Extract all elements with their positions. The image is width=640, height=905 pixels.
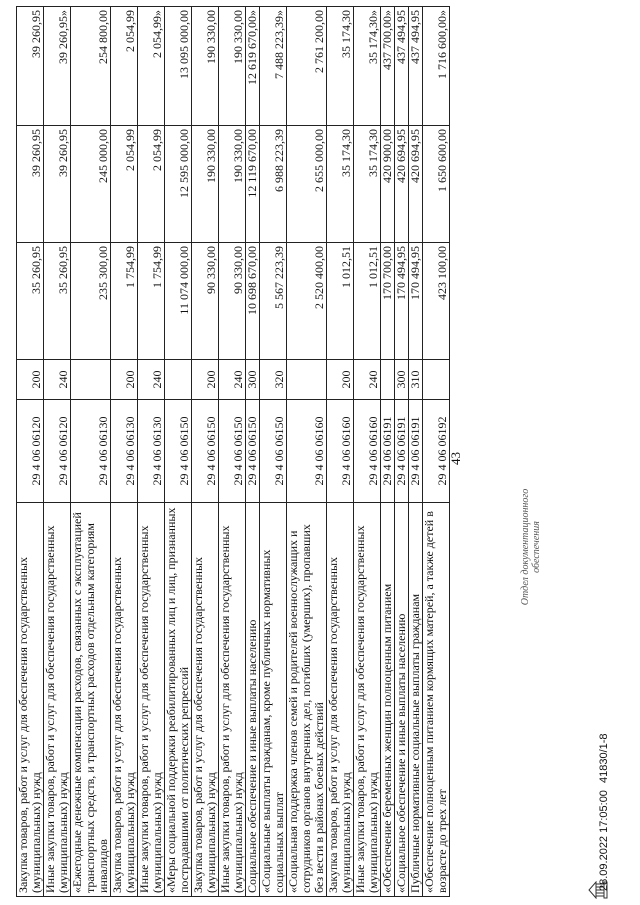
row-value-2: 6 988 223,39 xyxy=(260,126,287,243)
table-row xyxy=(354,7,381,897)
row-name: Закупка товаров, работ и услуг для обеспечения государственных (муниципальных) нужд xyxy=(17,503,44,897)
department-stamp xyxy=(520,487,542,607)
table-row xyxy=(381,7,395,897)
stamp-line-1: Отдел документационного xyxy=(520,488,531,606)
row-value-2: 2 054,99 xyxy=(138,126,165,243)
row-kind: 300 xyxy=(246,360,260,400)
row-value-1: 423 100,00 xyxy=(423,243,450,360)
row-kind xyxy=(381,360,395,400)
footer-doc-id: 41830/1-8 xyxy=(598,733,610,783)
row-value-3: 2 761 200,00 xyxy=(287,7,327,126)
row-kind: 200 xyxy=(327,360,354,400)
row-kind: 200 xyxy=(17,360,44,400)
table-row xyxy=(260,7,287,897)
row-value-3: 2 054,99» xyxy=(138,7,165,126)
row-name: Закупка товаров, работ и услуг для обеспечения государственных (муниципальных) нужд xyxy=(111,503,138,897)
row-code: 29 4 06 06192 xyxy=(423,400,450,503)
row-value-3: 12 619 670,00» xyxy=(246,7,260,126)
row-value-2: 420 900,00 xyxy=(381,126,395,243)
row-value-1: 10 698 670,00 xyxy=(246,243,260,360)
row-value-1: 1 754,99 xyxy=(111,243,138,360)
row-value-1: 1 754,99 xyxy=(138,243,165,360)
row-code: 29 4 06 06120 xyxy=(44,400,71,503)
row-kind: 300 xyxy=(395,360,409,400)
row-code: 29 4 06 06191 xyxy=(395,400,409,503)
table-row xyxy=(395,7,409,897)
row-value-2: 35 174,30 xyxy=(354,126,381,243)
row-name: Иные закупки товаров, работ и услуг для обеспечения государственных (муниципальных) нужд xyxy=(219,503,246,897)
row-value-2: 190 330,00 xyxy=(219,126,246,243)
row-value-3: 1 716 600,00» xyxy=(423,7,450,126)
row-name: Иные закупки товаров, работ и услуг для обеспечения государственных (муниципальных) нужд xyxy=(354,503,381,897)
row-code: 29 4 06 06150 xyxy=(192,400,219,503)
row-value-3: 7 488 223,39» xyxy=(260,7,287,126)
row-value-2: 39 260,95 xyxy=(44,126,71,243)
row-value-2: 190 330,00 xyxy=(192,126,219,243)
row-value-1: 170 494,95 xyxy=(409,243,423,360)
row-name: «Меры социальной поддержки реабилитированных лиц и лиц, признанных пострадавшими от политических репрессий xyxy=(165,503,192,897)
row-name: «Социальные выплаты гражданам, кроме публичных нормативных социальных выплат xyxy=(260,503,287,897)
row-value-1: 1 012,51 xyxy=(327,243,354,360)
row-code: 29 4 06 06160 xyxy=(354,400,381,503)
row-value-2: 245 000,00 xyxy=(71,126,111,243)
row-value-3: 39 260,95» xyxy=(44,7,71,126)
row-value-2: 1 650 600,00 xyxy=(423,126,450,243)
row-value-1: 235 300,00 xyxy=(71,243,111,360)
row-name: Иные закупки товаров, работ и услуг для обеспечения государственных (муниципальных) нужд xyxy=(44,503,71,897)
table-row xyxy=(423,7,450,897)
row-name: Иные закупки товаров, работ и услуг для обеспечения государственных (муниципальных) нужд xyxy=(138,503,165,897)
row-name: «Обеспечение полноценным питанием кормящих матерей, а также детей в возрасте до трех лет xyxy=(423,503,450,897)
table-row xyxy=(246,7,260,897)
row-name: Публичные нормативные социальные выплаты гражданам xyxy=(409,503,423,897)
row-name: «Социальное обеспечение и иные выплаты населению xyxy=(395,503,409,897)
row-name: «Ежегодные денежные компенсации расходов, связанных с эксплуатацией транспортных средств, и транспортных расходов отдельным категориям инвалидов xyxy=(71,503,111,897)
row-code: 29 4 06 06160 xyxy=(327,400,354,503)
row-value-1: 170 494,95 xyxy=(395,243,409,360)
row-value-2: 12 595 000,00 xyxy=(165,126,192,243)
row-value-3: 254 800,00 xyxy=(71,7,111,126)
stamp-line-2: обеспечения xyxy=(531,521,542,573)
row-kind xyxy=(287,360,327,400)
table-row xyxy=(17,7,44,897)
row-code: 29 4 06 06130 xyxy=(111,400,138,503)
row-value-1: 35 260,95 xyxy=(17,243,44,360)
row-value-1: 170 700,00 xyxy=(381,243,395,360)
row-value-1: 35 260,95 xyxy=(44,243,71,360)
row-code: 29 4 06 06130 xyxy=(138,400,165,503)
row-kind: 240 xyxy=(354,360,381,400)
table-row xyxy=(409,7,423,897)
table-row xyxy=(111,7,138,897)
row-kind xyxy=(71,360,111,400)
row-kind xyxy=(423,360,450,400)
table-row xyxy=(71,7,111,897)
row-code: 29 4 06 06150 xyxy=(219,400,246,503)
row-code: 29 4 06 06120 xyxy=(17,400,44,503)
row-value-3: 2 054,99 xyxy=(111,7,138,126)
row-value-1: 11 074 000,00 xyxy=(165,243,192,360)
table-row xyxy=(287,7,327,897)
row-value-2: 39 260,95 xyxy=(17,126,44,243)
row-name: «Обеспечение беременных женщин полноценным питанием xyxy=(381,503,395,897)
row-name: Закупка товаров, работ и услуг для обеспечения государственных (муниципальных) нужд xyxy=(192,503,219,897)
row-kind: 240 xyxy=(219,360,246,400)
row-value-1: 2 520 400,00 xyxy=(287,243,327,360)
row-kind xyxy=(165,360,192,400)
table-row xyxy=(44,7,71,897)
row-code: 29 4 06 06160 xyxy=(287,400,327,503)
budget-table xyxy=(16,6,450,897)
table-row xyxy=(165,7,192,897)
table-row xyxy=(138,7,165,897)
row-value-3: 35 174,30» xyxy=(354,7,381,126)
row-kind: 200 xyxy=(111,360,138,400)
row-value-3: 35 174,30 xyxy=(327,7,354,126)
row-value-3: 437 494,95 xyxy=(409,7,423,126)
table-row xyxy=(327,7,354,897)
row-kind: 200 xyxy=(192,360,219,400)
row-value-2: 2 655 000,00 xyxy=(287,126,327,243)
row-value-1: 1 012,51 xyxy=(354,243,381,360)
row-code: 29 4 06 06191 xyxy=(381,400,395,503)
row-value-2: 35 174,30 xyxy=(327,126,354,243)
row-value-3: 13 095 000,00 xyxy=(165,7,192,126)
footer-date: 28.09.2022 17:05:00 xyxy=(598,790,610,891)
row-code: 29 4 06 06150 xyxy=(246,400,260,503)
row-value-2: 420 694,95 xyxy=(395,126,409,243)
row-code: 29 4 06 06150 xyxy=(165,400,192,503)
row-name: Социальное обеспечение и иные выплаты населению xyxy=(246,503,260,897)
row-value-3: 190 330,00 xyxy=(192,7,219,126)
row-value-3: 437 494,95 xyxy=(395,7,409,126)
row-value-3: 190 330,00 xyxy=(219,7,246,126)
row-code: 29 4 06 06191 xyxy=(409,400,423,503)
row-kind: 310 xyxy=(409,360,423,400)
row-code: 29 4 06 06130 xyxy=(71,400,111,503)
row-value-2: 2 054,99 xyxy=(111,126,138,243)
table-row xyxy=(192,7,219,897)
row-value-2: 12 119 670,00 xyxy=(246,126,260,243)
row-kind: 240 xyxy=(138,360,165,400)
row-value-1: 5 567 223,39 xyxy=(260,243,287,360)
row-value-3: 39 260,95 xyxy=(17,7,44,126)
row-name: Закупка товаров, работ и услуг для обеспечения государственных (муниципальных) нужд xyxy=(327,503,354,897)
page-number: 43 xyxy=(448,452,463,465)
row-kind: 320 xyxy=(260,360,287,400)
row-value-1: 90 330,00 xyxy=(192,243,219,360)
table-row xyxy=(219,7,246,897)
row-value-3: 437 700,00» xyxy=(381,7,395,126)
row-value-2: 420 694,95 xyxy=(409,126,423,243)
row-kind: 240 xyxy=(44,360,71,400)
row-name: «Социальная поддержка членов семей и родителей военнослужащих и сотрудников органов внутренних дел, погибших (умерших), пропавших без вести в районах боевых действий xyxy=(287,503,327,897)
row-code: 29 4 06 06150 xyxy=(260,400,287,503)
row-value-1: 90 330,00 xyxy=(219,243,246,360)
